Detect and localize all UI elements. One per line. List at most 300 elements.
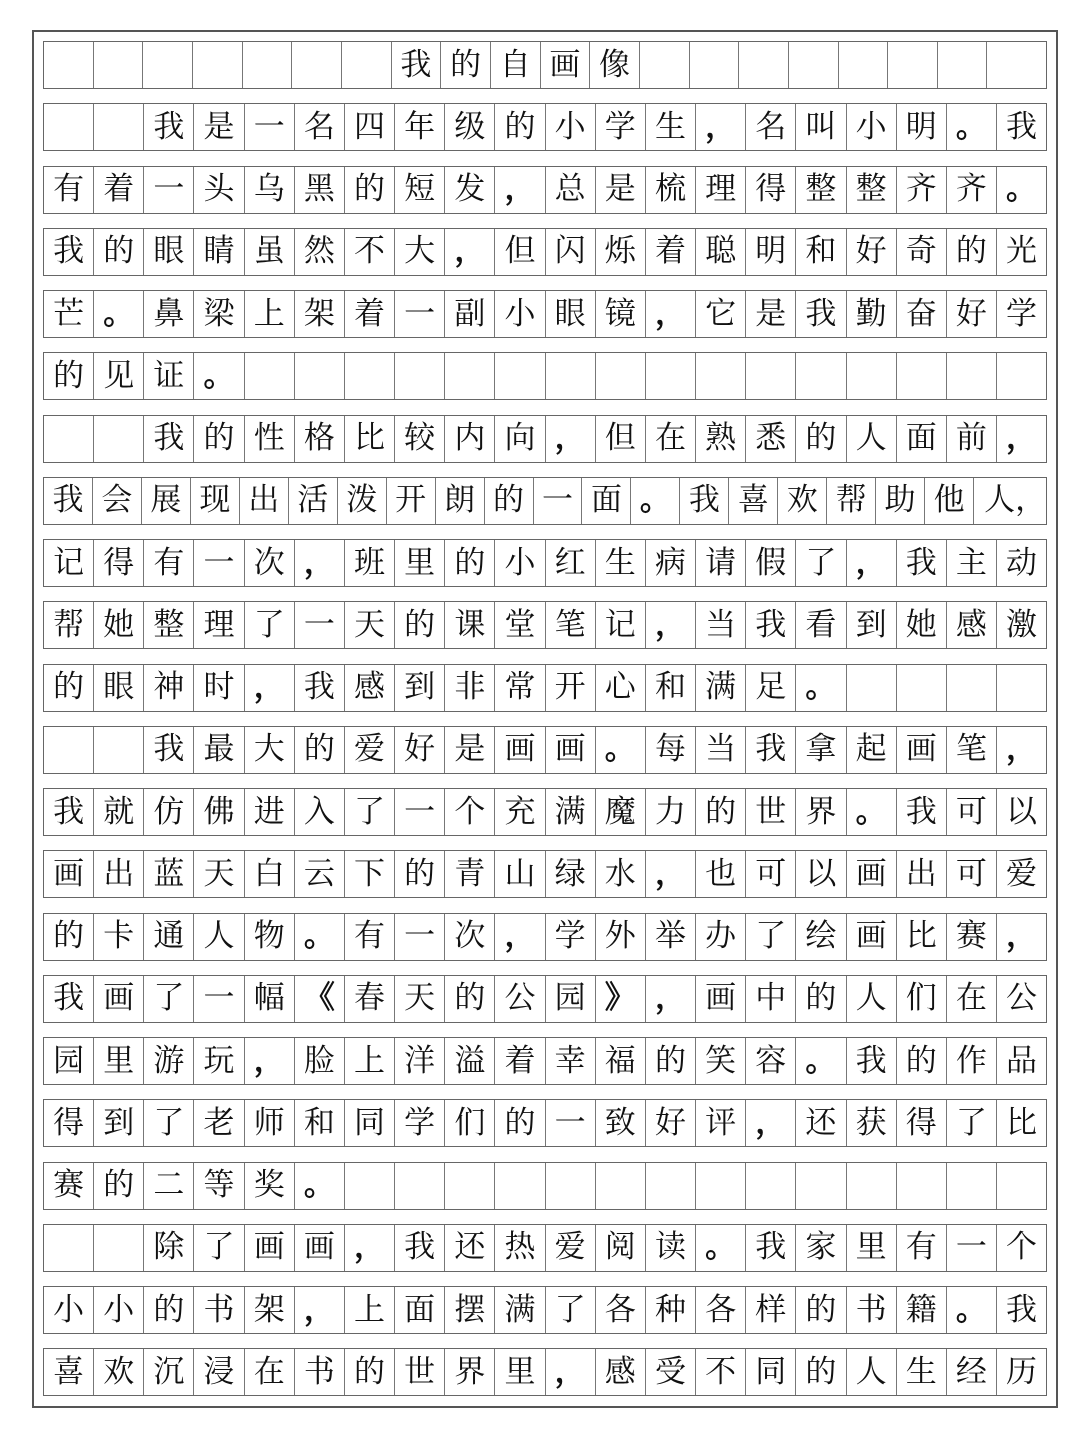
grid-cell: 师 bbox=[245, 1100, 295, 1146]
grid-cell: 品 bbox=[1006, 1042, 1038, 1079]
grid-cell: 作 bbox=[947, 1038, 997, 1084]
grid-cell: 公 bbox=[495, 976, 545, 1022]
grid-cell: 喜 bbox=[729, 478, 778, 524]
grid-row bbox=[43, 975, 1047, 1023]
grid-cell: 奖 bbox=[245, 1163, 295, 1209]
grid-cell: 帮 bbox=[44, 602, 94, 648]
grid-cell: 游 bbox=[144, 1038, 194, 1084]
grid-cell: 面 bbox=[395, 1287, 445, 1333]
grid-cell: 出 bbox=[240, 478, 289, 524]
grid-cell bbox=[646, 353, 696, 399]
grid-cell: 公 bbox=[1006, 980, 1038, 1017]
grid-cell: 每 bbox=[646, 727, 696, 773]
grid-cell: 蓝 bbox=[144, 851, 194, 897]
grid-cell: 最 bbox=[194, 727, 244, 773]
grid-cell: 它 bbox=[696, 291, 746, 337]
grid-cell: 爱 bbox=[345, 727, 395, 773]
grid-cell: 梁 bbox=[194, 291, 244, 337]
grid-row bbox=[43, 913, 1047, 961]
grid-cell bbox=[997, 353, 1046, 399]
grid-cell: 性 bbox=[245, 416, 295, 462]
grid-cell: 我 bbox=[144, 727, 194, 773]
grid-cell: 我 bbox=[847, 1038, 897, 1084]
grid-cell: 有 bbox=[897, 1225, 947, 1271]
grid-cell: 除 bbox=[144, 1225, 194, 1271]
grid-cell: 书 bbox=[295, 1349, 345, 1395]
grid-cell: 比 bbox=[897, 914, 947, 960]
grid-cell: 得 bbox=[44, 1100, 94, 1146]
grid-cell: 外 bbox=[596, 914, 646, 960]
grid-cell: 他 bbox=[925, 478, 974, 524]
grid-cell: 进 bbox=[245, 789, 295, 835]
grid-cell: 幅 bbox=[245, 976, 295, 1022]
grid-cell: 的 bbox=[796, 1349, 846, 1395]
grid-cell: 们 bbox=[897, 976, 947, 1022]
grid-cell: 的 bbox=[44, 914, 94, 960]
grid-cell: ， bbox=[847, 540, 897, 586]
grid-cell: 明 bbox=[897, 104, 947, 150]
grid-cell: 朗 bbox=[436, 478, 485, 524]
grid-cell: 镜 bbox=[596, 291, 646, 337]
grid-cell: 一 bbox=[546, 1100, 596, 1146]
grid-cell: 洋 bbox=[395, 1038, 445, 1084]
title-row bbox=[43, 41, 1047, 89]
grid-cell bbox=[596, 1163, 646, 1209]
grid-cell bbox=[888, 42, 938, 88]
grid-cell: 天 bbox=[345, 602, 395, 648]
grid-cell bbox=[292, 42, 342, 88]
grid-cell: 赛 bbox=[44, 1163, 94, 1209]
grid-cell: 学 bbox=[546, 914, 596, 960]
grid-cell: 上 bbox=[245, 291, 295, 337]
grid-cell bbox=[987, 42, 1046, 88]
grid-cell: 小 bbox=[546, 104, 596, 150]
grid-cell bbox=[947, 353, 997, 399]
grid-cell: ， bbox=[295, 1287, 345, 1333]
grid-cell: ， bbox=[696, 104, 746, 150]
grid-cell: 生 bbox=[596, 540, 646, 586]
grid-cell: 虽 bbox=[245, 229, 295, 275]
grid-row bbox=[43, 352, 1047, 400]
grid-cell: 各 bbox=[596, 1287, 646, 1333]
grid-cell: 生 bbox=[897, 1349, 947, 1395]
grid-row bbox=[43, 103, 1047, 151]
grid-row bbox=[43, 290, 1047, 338]
grid-cell: 大 bbox=[395, 229, 445, 275]
grid-cell: 了 bbox=[245, 602, 295, 648]
grid-cell: 画 bbox=[546, 727, 596, 773]
grid-cell: 界 bbox=[796, 789, 846, 835]
grid-cell: 着 bbox=[94, 167, 144, 213]
grid-cell: 的 bbox=[94, 229, 144, 275]
grid-cell: 青 bbox=[445, 851, 495, 897]
grid-cell: 上 bbox=[345, 1287, 395, 1333]
grid-cell bbox=[44, 416, 94, 462]
grid-cell: ， bbox=[646, 602, 696, 648]
grid-cell: 白 bbox=[245, 851, 295, 897]
grid-cell: 眼 bbox=[144, 229, 194, 275]
grid-cell: 活 bbox=[289, 478, 338, 524]
grid-cell: 假 bbox=[746, 540, 796, 586]
grid-cell: 整 bbox=[144, 602, 194, 648]
grid-cell: 非 bbox=[445, 665, 495, 711]
grid-cell: 我 bbox=[746, 1225, 796, 1271]
grid-cell bbox=[94, 416, 144, 462]
grid-cell: 水 bbox=[596, 851, 646, 897]
grid-cell: 一 bbox=[395, 789, 445, 835]
grid-cell: ， bbox=[445, 229, 495, 275]
grid-cell bbox=[243, 42, 293, 88]
grid-cell: 我 bbox=[897, 540, 947, 586]
grid-cell: 天 bbox=[395, 976, 445, 1022]
grid-cell: 出 bbox=[897, 851, 947, 897]
grid-row bbox=[43, 1348, 1047, 1396]
grid-cell: 魔 bbox=[596, 789, 646, 835]
grid-cell: 堂 bbox=[495, 602, 545, 648]
grid-cell: 人， bbox=[984, 482, 1047, 519]
grid-cell bbox=[143, 42, 193, 88]
grid-cell: 人 bbox=[847, 416, 897, 462]
grid-cell bbox=[847, 665, 897, 711]
grid-cell: 然 bbox=[295, 229, 345, 275]
grid-cell: 溢 bbox=[445, 1038, 495, 1084]
grid-cell: 但 bbox=[596, 416, 646, 462]
grid-cell: 不 bbox=[696, 1349, 746, 1395]
grid-cell: 好 bbox=[847, 229, 897, 275]
grid-cell: 证 bbox=[144, 353, 194, 399]
grid-cell: 发 bbox=[445, 167, 495, 213]
grid-cell bbox=[646, 1163, 696, 1209]
grid-cell: 人 bbox=[194, 914, 244, 960]
grid-cell: 她 bbox=[94, 602, 144, 648]
grid-cell: 的 bbox=[445, 976, 495, 1022]
grid-cell: 次 bbox=[245, 540, 295, 586]
grid-cell: 主 bbox=[947, 540, 997, 586]
grid-cell: 生 bbox=[646, 104, 696, 150]
grid-cell: 一 bbox=[534, 478, 583, 524]
grid-cell: 浸 bbox=[194, 1349, 244, 1395]
grid-cell: 。 bbox=[295, 1163, 345, 1209]
grid-cell: 仿 bbox=[144, 789, 194, 835]
grid-cell: 有 bbox=[144, 540, 194, 586]
grid-cell: 就 bbox=[94, 789, 144, 835]
grid-cell: 了 bbox=[144, 1100, 194, 1146]
grid-cell: 一 bbox=[194, 976, 244, 1022]
grid-cell: 像 bbox=[590, 42, 640, 88]
grid-row bbox=[43, 850, 1047, 898]
grid-cell: 籍 bbox=[897, 1287, 947, 1333]
grid-cell: 老 bbox=[194, 1100, 244, 1146]
grid-cell: 天 bbox=[194, 851, 244, 897]
grid-cell: 记 bbox=[44, 540, 94, 586]
grid-cell: 级 bbox=[445, 104, 495, 150]
grid-cell: 我 bbox=[796, 291, 846, 337]
grid-cell: 悉 bbox=[746, 416, 796, 462]
grid-cell: 叫 bbox=[796, 104, 846, 150]
grid-cell: 一 bbox=[144, 167, 194, 213]
grid-cell: 种 bbox=[646, 1287, 696, 1333]
grid-cell: 面 bbox=[582, 478, 631, 524]
grid-cell: 经 bbox=[947, 1349, 997, 1395]
grid-cell: 我 bbox=[392, 42, 442, 88]
grid-cell: 了 bbox=[345, 789, 395, 835]
grid-cell bbox=[897, 353, 947, 399]
grid-cell: 了 bbox=[947, 1100, 997, 1146]
grid-cell: 泼 bbox=[338, 478, 387, 524]
grid-cell: 致 bbox=[596, 1100, 646, 1146]
grid-cell: 着 bbox=[495, 1038, 545, 1084]
grid-cell: 我 bbox=[395, 1225, 445, 1271]
grid-cell: 勤 bbox=[847, 291, 897, 337]
grid-cell: 当 bbox=[696, 602, 746, 648]
grid-cell: 不 bbox=[345, 229, 395, 275]
grid-cell: 内 bbox=[445, 416, 495, 462]
grid-cell: 书 bbox=[847, 1287, 897, 1333]
grid-cell bbox=[193, 42, 243, 88]
grid-cell: 画 bbox=[847, 914, 897, 960]
grid-cell bbox=[445, 1163, 495, 1209]
grid-cell: 充 bbox=[495, 789, 545, 835]
grid-cell: 们 bbox=[445, 1100, 495, 1146]
grid-cell: 。 bbox=[696, 1225, 746, 1271]
grid-cell: 界 bbox=[445, 1349, 495, 1395]
grid-cell: 的 bbox=[796, 416, 846, 462]
grid-cell: ， bbox=[746, 1100, 796, 1146]
grid-cell: 的 bbox=[495, 104, 545, 150]
grid-cell: 。 bbox=[295, 914, 345, 960]
grid-cell: 的 bbox=[796, 976, 846, 1022]
grid-cell: 年 bbox=[395, 104, 445, 150]
grid-cell: 可 bbox=[947, 789, 997, 835]
grid-cell: 摆 bbox=[445, 1287, 495, 1333]
grid-cell: 沉 bbox=[144, 1349, 194, 1395]
grid-cell: 我 bbox=[44, 478, 93, 524]
grid-cell: 笑 bbox=[696, 1038, 746, 1084]
grid-cell bbox=[342, 42, 392, 88]
grid-cell: 整 bbox=[847, 167, 897, 213]
grid-cell: 春 bbox=[345, 976, 395, 1022]
grid-cell: 人 bbox=[847, 1349, 897, 1395]
grid-cell bbox=[897, 665, 947, 711]
grid-cell bbox=[295, 353, 345, 399]
grid-cell: 。 bbox=[847, 789, 897, 835]
grid-cell: 欢 bbox=[778, 478, 827, 524]
grid-cell: 福 bbox=[596, 1038, 646, 1084]
grid-cell: 个 bbox=[445, 789, 495, 835]
grid-cell: 里 bbox=[94, 1038, 144, 1084]
grid-cell: 面 bbox=[897, 416, 947, 462]
grid-cell: 班 bbox=[345, 540, 395, 586]
grid-cell: 架 bbox=[245, 1287, 295, 1333]
grid-cell: 我 bbox=[746, 602, 796, 648]
grid-cell: 我 bbox=[897, 789, 947, 835]
grid-cell: 欢 bbox=[94, 1349, 144, 1395]
grid-cell: 举 bbox=[646, 914, 696, 960]
grid-cell: 见 bbox=[94, 353, 144, 399]
grid-cell: 受 bbox=[646, 1349, 696, 1395]
grid-cell: 是 bbox=[445, 727, 495, 773]
grid-cell bbox=[94, 1225, 144, 1271]
grid-cell: 次 bbox=[445, 914, 495, 960]
grid-cell: 的 bbox=[897, 1038, 947, 1084]
grid-row bbox=[43, 166, 1047, 214]
grid-cell: 幸 bbox=[546, 1038, 596, 1084]
grid-row bbox=[43, 1286, 1047, 1334]
grid-cell: 我 bbox=[680, 478, 729, 524]
grid-cell: 名 bbox=[746, 104, 796, 150]
grid-cell: 画 bbox=[94, 976, 144, 1022]
grid-cell: 山 bbox=[495, 851, 545, 897]
grid-cell: 芒 bbox=[44, 291, 94, 337]
grid-cell: 着 bbox=[345, 291, 395, 337]
grid-cell: 好 bbox=[646, 1100, 696, 1146]
grid-cell: 齐 bbox=[897, 167, 947, 213]
grid-cell: 有 bbox=[44, 167, 94, 213]
grid-row bbox=[43, 726, 1047, 774]
grid-cell: 格 bbox=[295, 416, 345, 462]
grid-cell: 在 bbox=[646, 416, 696, 462]
grid-cell: 笔 bbox=[546, 602, 596, 648]
grid-cell: 里 bbox=[495, 1349, 545, 1395]
grid-cell: ， bbox=[345, 1225, 395, 1271]
grid-cell: ， bbox=[1006, 420, 1038, 456]
grid-cell: 的 bbox=[485, 478, 534, 524]
grid-cell: 的 bbox=[345, 167, 395, 213]
grid-cell: 里 bbox=[847, 1225, 897, 1271]
grid-cell: 课 bbox=[445, 602, 495, 648]
grid-cell: ， bbox=[1006, 918, 1038, 954]
grid-cell bbox=[44, 727, 94, 773]
grid-cell: 副 bbox=[445, 291, 495, 337]
grid-cell: 的 bbox=[44, 665, 94, 711]
grid-cell bbox=[44, 104, 94, 150]
grid-cell: 当 bbox=[696, 727, 746, 773]
grid-cell bbox=[94, 42, 144, 88]
grid-cell: 书 bbox=[194, 1287, 244, 1333]
grid-cell bbox=[395, 353, 445, 399]
grid-cell: 一 bbox=[395, 914, 445, 960]
grid-cell: 学 bbox=[395, 1100, 445, 1146]
grid-cell: 的 bbox=[796, 1287, 846, 1333]
grid-cell: 我 bbox=[746, 727, 796, 773]
grid-cell: 鼻 bbox=[144, 291, 194, 337]
grid-cell bbox=[696, 1163, 746, 1209]
grid-cell: 等 bbox=[194, 1163, 244, 1209]
grid-cell bbox=[395, 1163, 445, 1209]
grid-cell: 到 bbox=[395, 665, 445, 711]
grid-cell: 了 bbox=[144, 976, 194, 1022]
grid-cell: 一 bbox=[295, 602, 345, 648]
grid-cell: 我 bbox=[144, 104, 194, 150]
grid-cell: 《 bbox=[295, 976, 345, 1022]
grid-cell: 的 bbox=[395, 851, 445, 897]
grid-cell: 获 bbox=[847, 1100, 897, 1146]
grid-cell: 好 bbox=[947, 291, 997, 337]
grid-cell: 的 bbox=[194, 416, 244, 462]
grid-cell: 个 bbox=[1006, 1229, 1038, 1266]
grid-cell: 请 bbox=[696, 540, 746, 586]
grid-cell bbox=[495, 1163, 545, 1209]
grid-cell: 黑 bbox=[295, 167, 345, 213]
grid-cell: 比 bbox=[345, 416, 395, 462]
grid-cell: 奋 bbox=[897, 291, 947, 337]
grid-cell: 我 bbox=[295, 665, 345, 711]
grid-cell: 激 bbox=[1006, 606, 1038, 643]
grid-cell: 。 bbox=[596, 727, 646, 773]
grid-row bbox=[43, 415, 1047, 463]
grid-cell: 的 bbox=[144, 1287, 194, 1333]
grid-cell: 还 bbox=[445, 1225, 495, 1271]
grid-cell: 我 bbox=[44, 976, 94, 1022]
grid-cell: 眼 bbox=[546, 291, 596, 337]
grid-cell: 齐 bbox=[947, 167, 997, 213]
grid-cell: ， bbox=[245, 665, 295, 711]
grid-cell: 红 bbox=[546, 540, 596, 586]
grid-cell: 是 bbox=[194, 104, 244, 150]
grid-row bbox=[43, 539, 1047, 587]
grid-cell: 园 bbox=[44, 1038, 94, 1084]
grid-cell bbox=[44, 1225, 94, 1271]
grid-cell: 得 bbox=[897, 1100, 947, 1146]
grid-cell bbox=[245, 353, 295, 399]
grid-cell: 病 bbox=[646, 540, 696, 586]
grid-cell bbox=[640, 42, 690, 88]
grid-cell: 四 bbox=[345, 104, 395, 150]
grid-cell: 满 bbox=[696, 665, 746, 711]
grid-cell: 还 bbox=[796, 1100, 846, 1146]
grid-cell: 助 bbox=[876, 478, 925, 524]
grid-cell: 二 bbox=[144, 1163, 194, 1209]
grid-cell bbox=[746, 353, 796, 399]
grid-cell: 但 bbox=[495, 229, 545, 275]
grid-cell: 云 bbox=[295, 851, 345, 897]
grid-cell: ， bbox=[646, 851, 696, 897]
grid-cell: 和 bbox=[295, 1100, 345, 1146]
grid-cell: 画 bbox=[495, 727, 545, 773]
grid-cell: 的 bbox=[345, 1349, 395, 1395]
grid-cell: 脸 bbox=[295, 1038, 345, 1084]
grid-cell: 我 bbox=[144, 416, 194, 462]
grid-cell: ， bbox=[546, 416, 596, 462]
grid-cell: 历 bbox=[1006, 1353, 1038, 1390]
grid-cell: 小 bbox=[495, 540, 545, 586]
grid-cell: ， bbox=[1006, 731, 1038, 768]
grid-cell bbox=[94, 727, 144, 773]
grid-cell: 赛 bbox=[947, 914, 997, 960]
grid-cell: 帮 bbox=[827, 478, 876, 524]
grid-cell: ， bbox=[295, 540, 345, 586]
grid-cell: 可 bbox=[947, 851, 997, 897]
grid-cell: 小 bbox=[847, 104, 897, 150]
grid-cell: 满 bbox=[495, 1287, 545, 1333]
grid-cell bbox=[997, 665, 1046, 711]
grid-cell bbox=[847, 1163, 897, 1209]
grid-cell bbox=[746, 1163, 796, 1209]
grid-cell: 了 bbox=[194, 1225, 244, 1271]
grid-cell: 家 bbox=[796, 1225, 846, 1271]
grid-cell: 了 bbox=[796, 540, 846, 586]
grid-cell: 有 bbox=[345, 914, 395, 960]
grid-cell: ， bbox=[546, 1349, 596, 1395]
grid-cell: 了 bbox=[546, 1287, 596, 1333]
grid-cell: 一 bbox=[245, 104, 295, 150]
grid-cell: 起 bbox=[847, 727, 897, 773]
grid-cell: 一 bbox=[947, 1225, 997, 1271]
grid-cell: 眼 bbox=[94, 665, 144, 711]
grid-cell: 下 bbox=[345, 851, 395, 897]
grid-cell bbox=[739, 42, 789, 88]
grid-cell: 画 bbox=[897, 727, 947, 773]
